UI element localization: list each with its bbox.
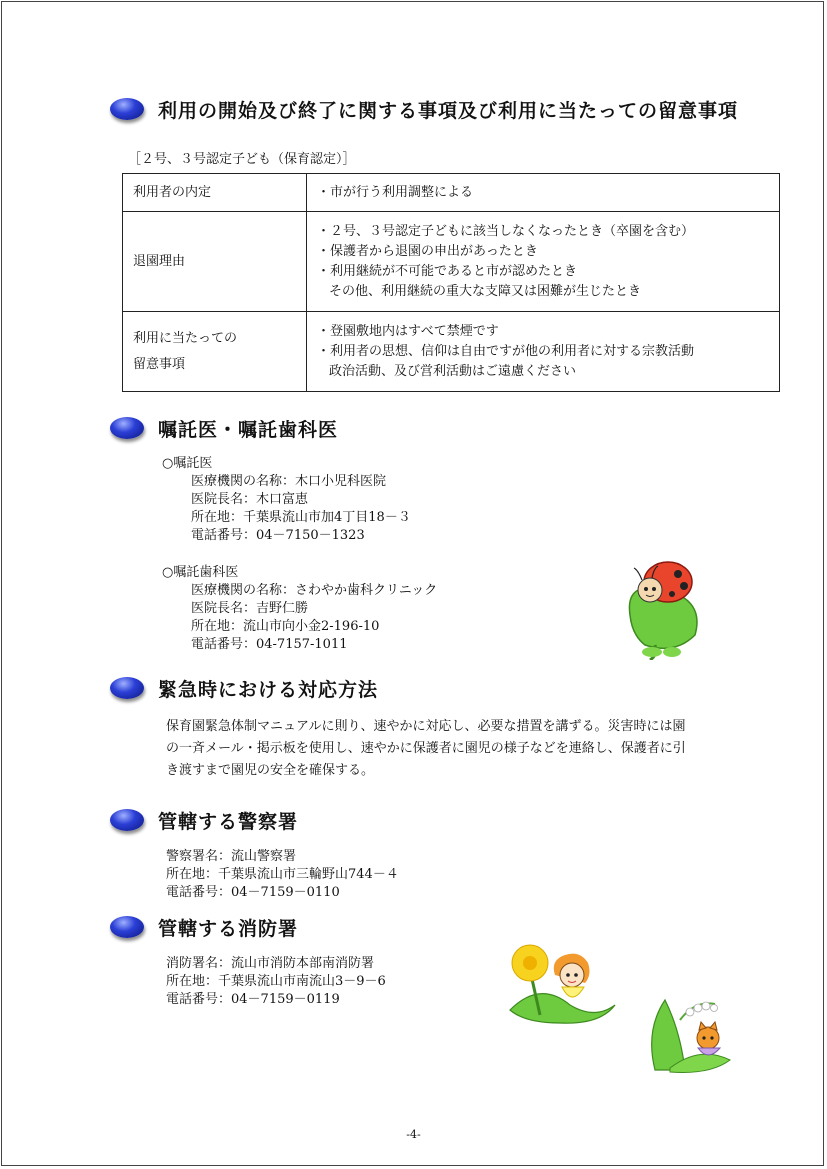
emergency-paragraph: 保育園緊急体制マニュアルに則り、速やかに対応し、必要な措置を講ずる。災害時には園 の一斉メール・掲示板を使用し、速やかに保護者に園児の様子などを連絡し、保護者に引 き渡すまで園児の安全を確保する。 — [166, 719, 686, 778]
section-bullet-icon — [110, 98, 144, 120]
section-heading-fire — [110, 912, 298, 942]
section-title: 利用の開始及び終了に関する事項及び利用に当たっての留意事項 — [158, 99, 739, 122]
dandelion-girl-illustration — [500, 935, 620, 1025]
lily-cat-illustration — [640, 990, 740, 1075]
section-title: 嘱託医・嘱託歯科医 — [158, 418, 339, 441]
section-bullet-icon — [110, 809, 144, 831]
row-label: 利用に当たっての 留意事項 — [123, 312, 307, 392]
section-bullet-icon — [110, 677, 144, 699]
row-content: ・市が行う利用調整による — [307, 174, 780, 212]
section-bullet-icon — [110, 916, 144, 938]
dentist-info: ○嘱託歯科医 医療機関の名称：さわやか歯科クリニック 医院長名：吉野仁勝 所在地：流山市向小金2-196-10 電話番号：04-7157-1011 — [162, 565, 438, 652]
row-label: 利用者の内定 — [123, 174, 307, 212]
section-bullet-icon — [110, 417, 144, 439]
section-heading-police — [110, 805, 298, 835]
section-title: 管轄する消防署 — [158, 917, 299, 940]
row-content: ・登園敷地内はすべて禁煙です ・利用者の思想、信仰は自由ですが他の利用者に対する宗教活動 政治活動、及び営利活動はご遠慮ください — [307, 312, 780, 392]
section-heading-emergency — [110, 673, 378, 703]
row-label: 退園理由 — [123, 212, 307, 312]
page-number: -4- — [406, 1128, 421, 1141]
section-heading-doctors — [110, 413, 338, 443]
table-row — [123, 312, 780, 392]
usage-rules-table — [122, 173, 780, 392]
section-title: 管轄する警察署 — [158, 810, 299, 833]
doctor-info: ○嘱託医 医療機関の名称：木口小児科医院 医院長名：木口富恵 所在地：千葉県流山市加4丁目18－３ 電話番号：04－7150－1323 — [162, 456, 411, 543]
fire-info: 消防署名：流山市消防本部南消防署 所在地：千葉県流山市南流山3－9－6 電話番号：04－7159－0119 — [166, 956, 386, 1007]
section-heading-usage — [110, 94, 738, 124]
row-content: ・２号、３号認定子どもに該当しなくなったとき（卒園を含む） ・保護者から退園の申出があったとき ・利用継続が不可能であると市が認めたとき その他、利用継続の重大な支障又は困難が生じたとき — [307, 212, 780, 312]
table-row — [123, 212, 780, 312]
table-row — [123, 174, 780, 212]
section-subtitle: ［２号、３号認定子ども（保育認定）］ — [128, 152, 356, 167]
section-title: 緊急時における対応方法 — [158, 678, 379, 701]
police-info: 警察署名：流山警察署 所在地：千葉県流山市三輪野山744－４ 電話番号：04－7159－0110 — [166, 849, 399, 900]
ladybug-leaf-illustration — [620, 560, 710, 660]
